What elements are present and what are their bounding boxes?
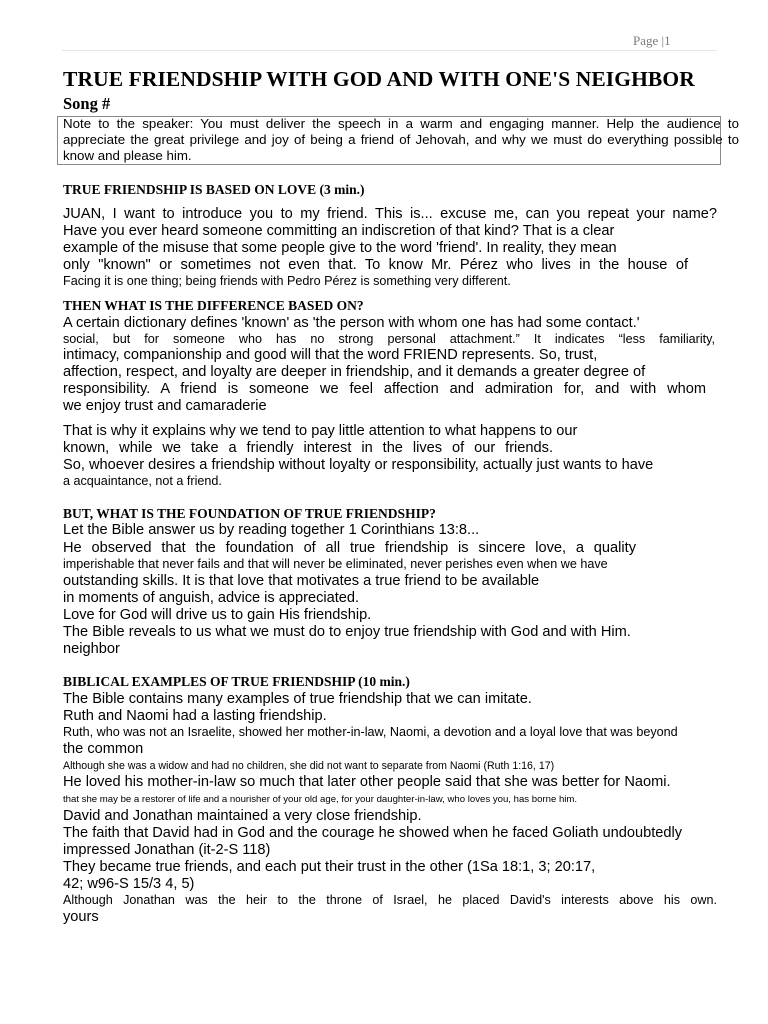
paragraph-line: in moments of anguish, advice is appreciated. <box>63 590 360 606</box>
paragraph-line: impressed Jonathan (it-2-S 118) <box>63 842 271 858</box>
header-divider <box>62 50 717 51</box>
paragraph-line: The Bible reveals to us what we must do to enjoy true friendship with God and with Him. <box>63 624 631 640</box>
paragraph-line: only "known" or sometimes not even that. To know Mr. Pérez who lives in the house of <box>63 257 688 273</box>
section-heading: THEN WHAT IS THE DIFFERENCE BASED ON? <box>63 298 364 313</box>
paragraph-line: known, while we take a friendly interest in the lives of our friends. <box>63 440 553 456</box>
paragraph-line: intimacy, companionship and good will that the word FRIEND represents. So, trust, <box>63 347 598 363</box>
section-heading: TRUE FRIENDSHIP IS BASED ON LOVE (3 min.) <box>63 182 365 197</box>
paragraph-line: affection, respect, and loyalty are deeper in friendship, and it demands a greater degree of <box>63 364 646 380</box>
paragraph-line: a acquaintance, not a friend. <box>63 474 222 488</box>
paragraph-line: David and Jonathan maintained a very close friendship. <box>63 808 422 824</box>
paragraph-line: imperishable that never fails and that will never be eliminated, never perishes even when we have <box>63 557 608 571</box>
paragraph-line: Love for God will drive us to gain His friendship. <box>63 607 372 623</box>
paragraph-line: Although Jonathan was the heir to the throne of Israel, he placed David's interests above his own. <box>63 893 717 907</box>
paragraph-line: yours <box>63 909 99 925</box>
paragraph-line: That is why it explains why we tend to pay little attention to what happens to our <box>63 423 578 439</box>
paragraph-line: the common <box>63 741 144 757</box>
document-title: TRUE FRIENDSHIP WITH GOD AND WITH ONE'S NEIGHBOR <box>63 67 695 91</box>
section-heading: BUT, WHAT IS THE FOUNDATION OF TRUE FRIENDSHIP? <box>63 506 436 521</box>
paragraph-line: responsibility. A friend is someone we feel affection and admiration for, and with whom <box>63 381 706 397</box>
section-heading: BIBLICAL EXAMPLES OF TRUE FRIENDSHIP (10 min.) <box>63 674 410 689</box>
song-label: Song # <box>63 94 111 113</box>
paragraph-line: Facing it is one thing; being friends with Pedro Pérez is something very different. <box>63 274 511 288</box>
paragraph-line: Although she was a widow and had no children, she did not want to separate from Naomi (Ruth 1:16, 17) <box>63 760 555 772</box>
page-number: Page |1 <box>633 33 671 48</box>
paragraph-line: Ruth, who was not an Israelite, showed her mother-in-law, Naomi, a devotion and a loyal love that was beyond <box>63 725 678 739</box>
paragraph-line: JUAN, I want to introduce you to my friend. This is... excuse me, can you repeat your name? <box>63 206 717 222</box>
paragraph-line: that she may be a restorer of life and a nourisher of your old age, for your daughter-in-law, who loves you, has borne him. <box>63 794 578 805</box>
paragraph-line: we enjoy trust and camaraderie <box>63 398 267 414</box>
paragraph-line: So, whoever desires a friendship without loyalty or responsibility, actually just wants to have <box>63 457 654 473</box>
paragraph-line: neighbor <box>63 641 120 657</box>
paragraph-line: social, but for someone who has no strong personal attachment.” It indicates “less familiarity, <box>63 332 715 346</box>
paragraph-line: They became true friends, and each put their trust in the other (1Sa 18:1, 3; 20:17, <box>63 859 596 875</box>
paragraph-line: example of the misuse that some people give to the word 'friend'. In reality, they mean <box>63 240 617 256</box>
paragraph-line: Have you ever heard someone committing an indiscretion of that kind? That is a clear <box>63 223 615 239</box>
paragraph-line: Let the Bible answer us by reading together 1 Corinthians 13:8... <box>63 522 480 538</box>
paragraph-line: He observed that the foundation of all true friendship is sincere love, a quality <box>63 540 636 556</box>
paragraph-line: He loved his mother-in-law so much that later other people said that she was better for Naomi. <box>63 774 671 790</box>
speaker-note: Note to the speaker: You must deliver the speech in a warm and engaging manner. Help the audience to appreciate the great privilege and joy of being a friend of Jehovah, and why we must do everything possible to know and please him. <box>63 116 739 163</box>
paragraph-line: Ruth and Naomi had a lasting friendship. <box>63 708 327 724</box>
paragraph-line: A certain dictionary defines 'known' as 'the person with whom one has had some contact.' <box>63 315 640 331</box>
paragraph-line: The Bible contains many examples of true friendship that we can imitate. <box>63 691 532 707</box>
paragraph-line: 42; w96-S 15/3 4, 5) <box>63 876 195 892</box>
paragraph-line: outstanding skills. It is that love that motivates a true friend to be available <box>63 573 540 589</box>
paragraph-line: The faith that David had in God and the courage he showed when he faced Goliath undoubtedly <box>63 825 683 841</box>
